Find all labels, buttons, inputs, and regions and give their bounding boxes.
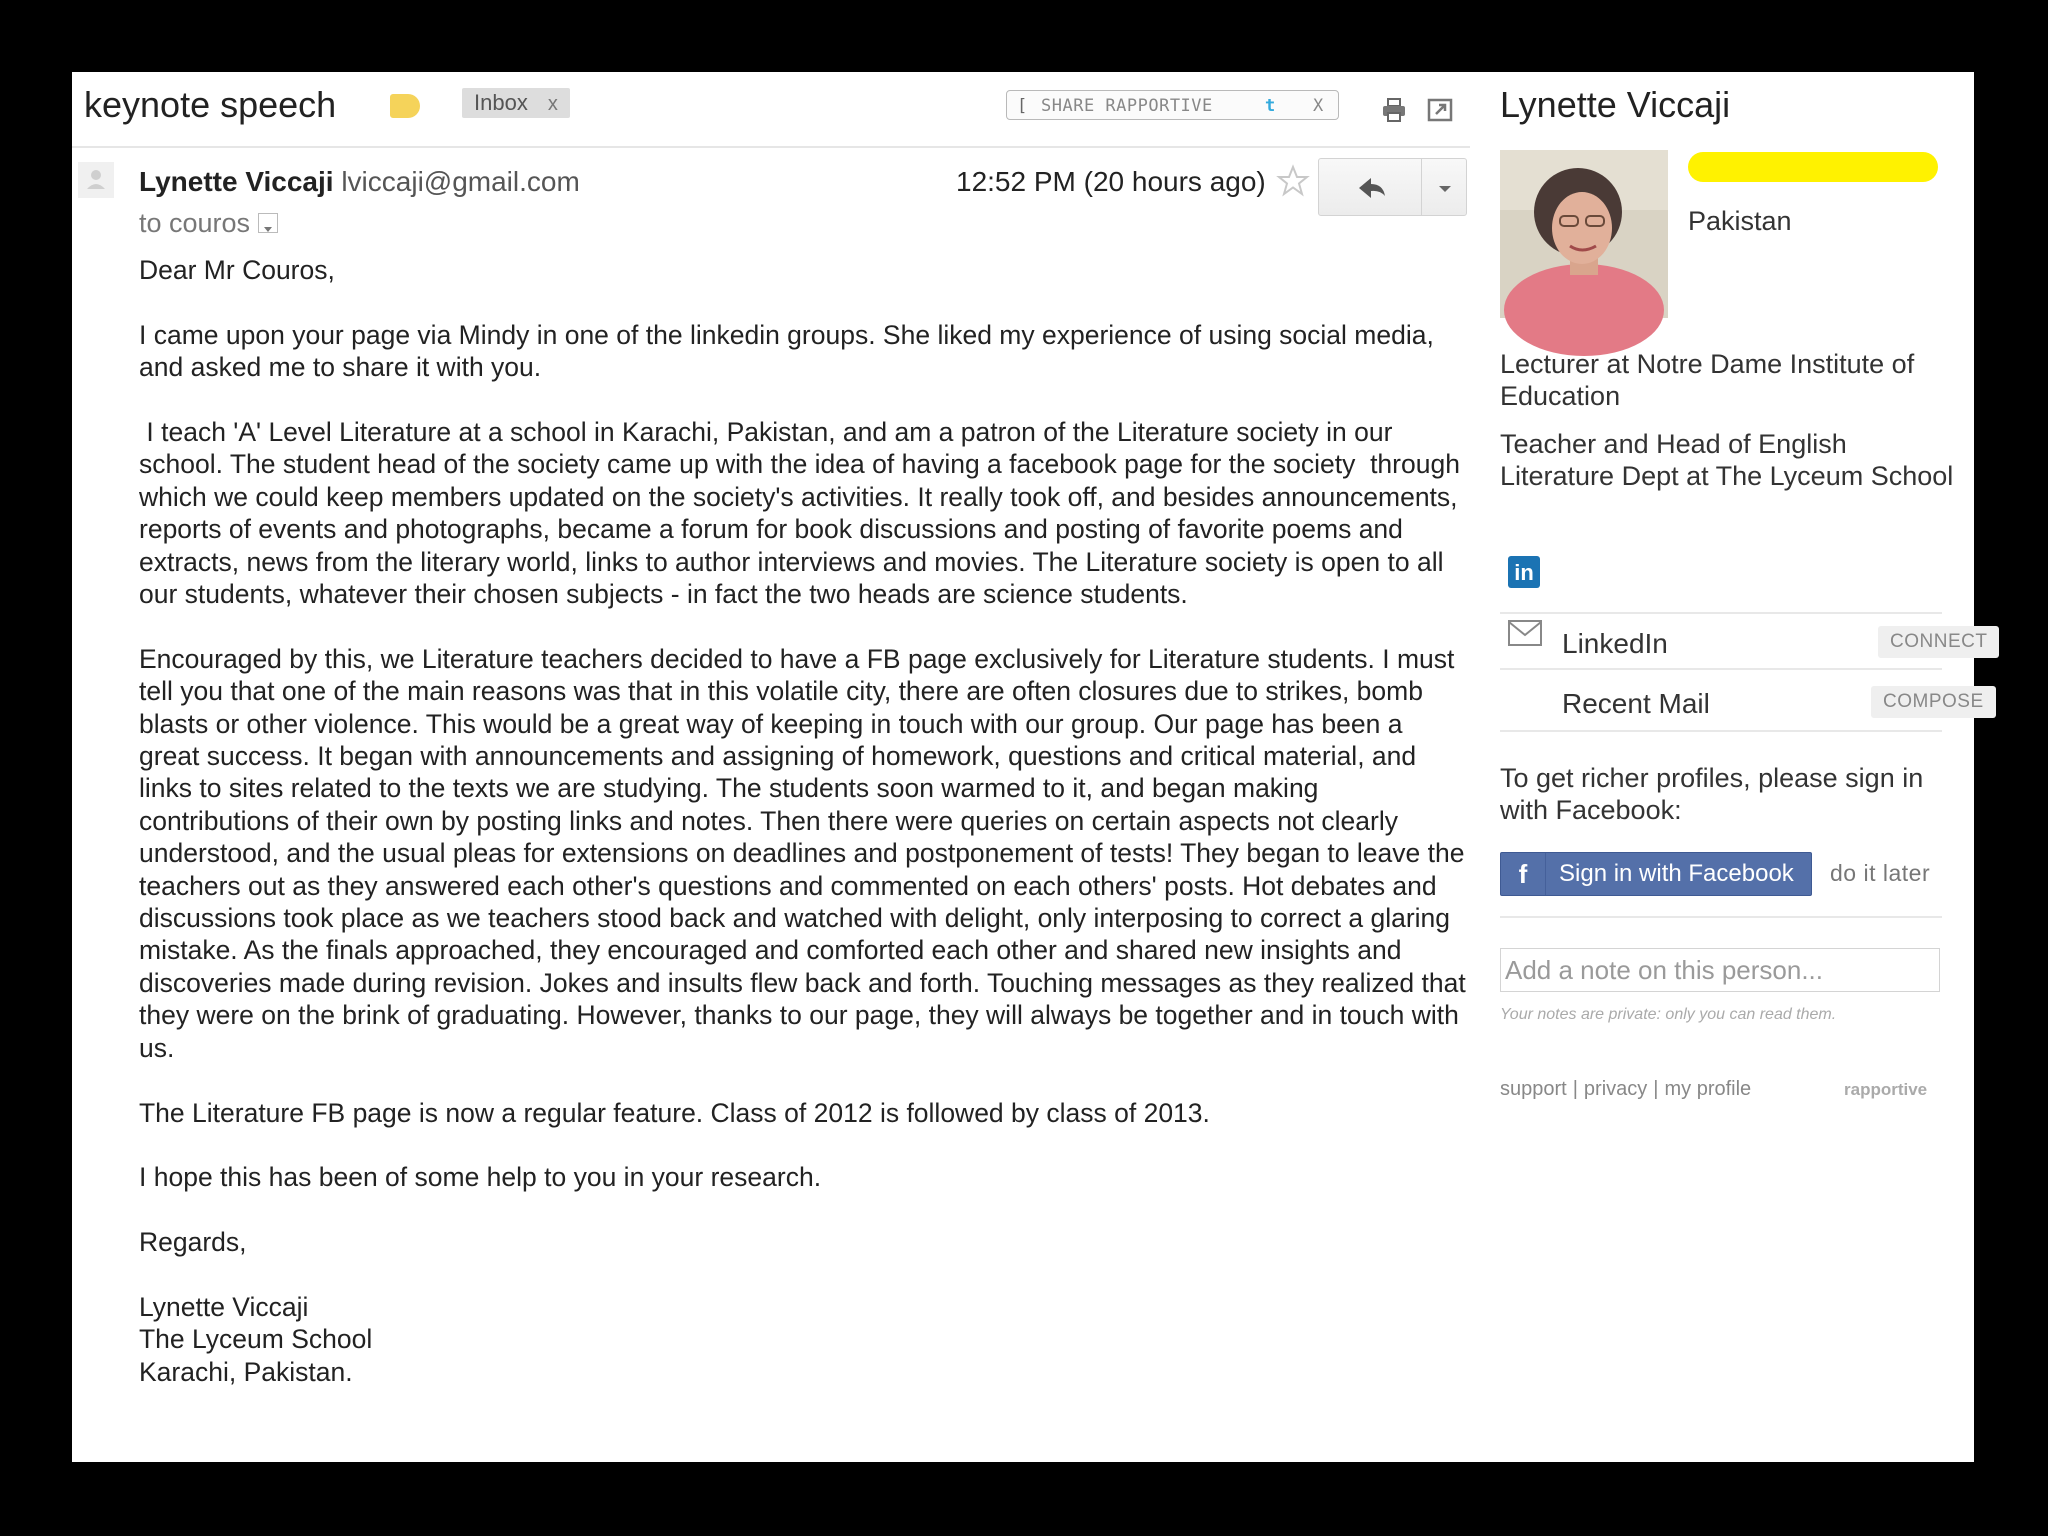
body-paragraph: I teach 'A' Level Literature at a school in Karachi, Pakistan, and am a patron of the Literature society in our school. The student head of the society came up with the idea of having a facebook page for the society through which we could keep members updated on the society's activities. It really took off, and besides announcements, reports of events and photographs, became a forum for book discussions and posting of favorite poems and extracts, news from the literary world, links to author interviews and movies. The Literature society is open to all our students, whatever their chosen subjects - in fact the two heads are science students.: [139, 417, 1468, 610]
facebook-icon: f: [1501, 853, 1546, 895]
star-icon[interactable]: [1276, 164, 1310, 198]
envelope-icon: [1508, 620, 1542, 646]
support-link[interactable]: support: [1500, 1078, 1567, 1100]
person-icon: [78, 162, 114, 198]
sidebar-footer-links: [1500, 1078, 1751, 1101]
show-details-toggle[interactable]: [258, 213, 278, 233]
rapportive-logo[interactable]: rapportive: [1844, 1080, 1928, 1099]
salutation: Dear Mr Couros,: [139, 255, 335, 285]
facebook-signin-label: Sign in with Facebook: [1559, 860, 1794, 887]
chevron-down-icon: [259, 220, 277, 238]
body-paragraph: The Literature FB page is now a regular feature. Class of 2012 is followed by class of 2013.: [139, 1097, 1210, 1128]
more-actions-button[interactable]: [1421, 158, 1467, 216]
header-divider: [72, 146, 1470, 148]
body-paragraph: I came upon your page via Mindy in one of the linkedin groups. She liked my experience of using social media, and asked me to share it with you.: [139, 319, 1434, 383]
note-privacy-text: Your notes are private: only you can read them.: [1500, 1006, 1837, 1023]
contact-position: Teacher and Head of English Literature Dept at The Lyceum School: [1500, 429, 1954, 491]
highlighter-mark: [1688, 152, 1938, 182]
footer-separator: |: [1653, 1078, 1659, 1100]
twitter-icon[interactable]: t: [1265, 96, 1276, 116]
close-share-button[interactable]: X: [1313, 96, 1324, 116]
share-rapportive-bar[interactable]: [1006, 90, 1339, 120]
compose-button[interactable]: COMPOSE: [1871, 686, 1996, 718]
sender-email[interactable]: lviccaji@gmail.com: [341, 166, 580, 197]
do-it-later-link[interactable]: do it later: [1830, 860, 1931, 886]
email-window: [72, 72, 1988, 1462]
reply-button[interactable]: [1318, 158, 1422, 216]
remove-label-button[interactable]: x: [547, 93, 558, 115]
contact-photo: [1500, 150, 1668, 318]
sender-name[interactable]: Lynette Viccaji: [139, 166, 334, 197]
inbox-label-chip[interactable]: [462, 88, 570, 118]
contact-name: Lynette Viccaji: [1500, 84, 1731, 125]
linkedin-label[interactable]: LinkedIn: [1562, 628, 1668, 659]
reply-arrow-icon: [1319, 159, 1423, 217]
sender-avatar: [78, 162, 114, 198]
print-icon[interactable]: [1380, 96, 1408, 124]
body-paragraph: I hope this has been of some help to you in your research.: [139, 1162, 822, 1193]
contact-position: Lecturer at Notre Dame Institute of Education: [1500, 349, 1915, 411]
footer-separator: |: [1572, 1078, 1578, 1100]
signin-prompt: To get richer profiles, please sign in with Facebook:: [1500, 763, 1924, 825]
my-profile-link[interactable]: my profile: [1664, 1078, 1752, 1100]
email-subject: keynote speech: [84, 84, 337, 125]
message-timestamp: 12:52 PM (20 hours ago): [956, 166, 1266, 197]
closing: Regards,: [139, 1227, 247, 1258]
contact-location: Pakistan: [1688, 206, 1792, 236]
inbox-label-text: Inbox: [474, 90, 528, 115]
body-paragraph: Encouraged by this, we Literature teachers decided to have a FB page exclusively for Literature students. I must tell you that one of the main reasons was that in this volatile city, there are often closures due to strikes, bomb blasts or other violence. This would be a great way of keeping in touch with our group. Our page has been a great success. It began with announcements and assigning of homework, questions and critical material, and links to sites related to the texts we are studying. The students soon warmed to it, and began making contributions of their own by posting links and notes. Then there were queries on certain aspects not clearly understood, and the usual pleas for extensions on deadlines and postponement of tests! They began to leave the teachers out as they answered each other's questions and commented on each others' posts. Hot debates and discussions took place as we teachers stood back and watched with delight, only interposing to correct a glaring mistake. As the finals approached, they encouraged and comforted each other and shared new insights and discoveries made during revision. Jokes and insults flew back and forth. Touching messages as they realized that they were on the brink of graduating. However, thanks to our page, they will always be together and in touch with us.: [139, 643, 1466, 1063]
linkedin-icon: in: [1508, 556, 1540, 588]
recent-mail-label[interactable]: Recent Mail: [1562, 688, 1710, 719]
share-rapportive-label: SHARE RAPPORTIVE: [1041, 96, 1213, 116]
facebook-signin-button[interactable]: [1500, 852, 1812, 896]
chevron-down-icon: [1422, 159, 1468, 217]
message-body: [139, 254, 1469, 1388]
share-bracket-icon: [: [1017, 96, 1028, 116]
sidebar-divider: [1500, 730, 1942, 732]
note-input[interactable]: [1500, 948, 1940, 992]
sidebar-divider: [1500, 668, 1942, 670]
signature-location: Karachi, Pakistan.: [139, 1356, 353, 1387]
sidebar-divider: [1500, 612, 1942, 614]
sender-line: [139, 166, 580, 198]
recipient-text: to couros: [139, 208, 251, 238]
signature-school: The Lyceum School: [139, 1324, 373, 1355]
new-window-icon[interactable]: [1426, 96, 1454, 124]
privacy-link[interactable]: privacy: [1583, 1078, 1648, 1100]
sidebar-divider: [1500, 916, 1942, 918]
recipient-line: [139, 208, 278, 239]
connect-button[interactable]: CONNECT: [1878, 626, 1999, 658]
label-tag-icon[interactable]: [390, 94, 420, 118]
signature-name: Lynette Viccaji: [139, 1291, 309, 1322]
